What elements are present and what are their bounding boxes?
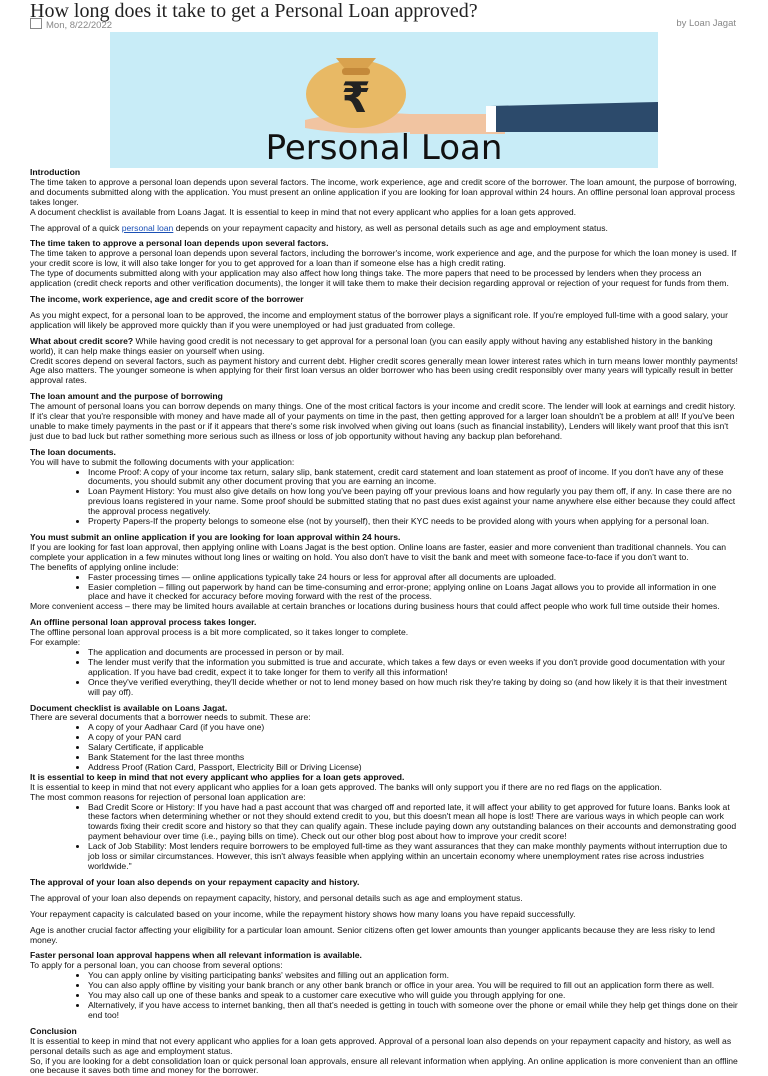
list-item: • You can also apply offline by visiting your bank branch or any other bank branch or office in your area. You will be required to fill out an application form there as well.	[88, 981, 738, 991]
section-heading: You must submit an online application if you are looking for loan approval within 24 hours.	[30, 533, 738, 543]
paragraph: For example:	[30, 638, 738, 648]
section-heading: The approval of your loan also depends on your repayment capacity and history.	[30, 878, 738, 888]
paragraph: The time taken to approve a personal loan depends upon several factors. The income, work experience, age and credit score of the borrower. The loan amount, the purpose of borrowing, and documents submitted along with the application. You must present an online application if you are looking for loan approval within 24 hours. An offline personal loan approval process takes longer.	[30, 178, 738, 208]
rejection-reasons-list	[30, 803, 738, 872]
list-item: • A copy of your PAN card	[88, 733, 738, 743]
paragraph: The most common reasons for rejection of personal loan application are:	[30, 793, 738, 803]
list-item: • You can apply online by visiting participating banks' websites and filling out an application form.	[88, 971, 738, 981]
paragraph	[30, 224, 738, 234]
list-item: • Bank Statement for the last three months	[88, 753, 738, 763]
section-heading: The loan amount and the purpose of borrowing	[30, 392, 738, 402]
rupee-money-bag-icon	[110, 32, 658, 132]
section-heading: The loan documents.	[30, 448, 738, 458]
paragraph: Age also matters. The younger someone is when applying for their first loan versus an older borrower who has been using credit responsibly over many years will typically result in better approval rates.	[30, 366, 738, 386]
section-heading: The time taken to approve a personal loan depends upon several factors.	[30, 239, 738, 249]
list-item: • Once they've verified everything, they'll decide whether or not to lend money based on how much risk they're taking by doing so (and how likely it is that their investment will pay off).	[88, 678, 738, 698]
paragraph: So, if you are looking for a debt consolidation loan or quick personal loan approvals, ensure all relevant information when applying. An online application is more convenient than an offline one because it saves both time and money for the borrower.	[30, 1057, 738, 1076]
list-item: • Address Proof (Ration Card, Passport, Electricity Bill or Driving License)	[88, 763, 738, 773]
section-heading: The income, work experience, age and credit score of the borrower	[30, 295, 738, 305]
checklist	[30, 723, 738, 773]
application-options-list	[30, 971, 738, 1021]
paragraph: The approval of your loan also depends on repayment capacity, history, and personal details such as age and employment status.	[30, 894, 738, 904]
paragraph	[30, 337, 738, 357]
svg-text:₹: ₹	[341, 73, 370, 122]
hero-image	[110, 32, 658, 168]
paragraph: It is essential to keep in mind that not every applicant who applies for a loan gets approved. Approval of a personal loan also depends on your repayment capacity and history, as well as personal details such as age and employment status.	[30, 1037, 738, 1057]
text-run: While having good credit is not necessary to get approval for a personal loan (you can easily apply without having any established history in the banking world), it can help make things easier on yourself when using.	[30, 336, 713, 356]
section-heading: Document checklist is available on Loans Jagat.	[30, 704, 738, 714]
paragraph: To apply for a personal loan, you can choose from several options:	[30, 961, 738, 971]
post-date	[30, 18, 112, 31]
paragraph: A document checklist is available from Loans Jagat. It is essential to keep in mind that not every applicant who applies for a loan gets approved.	[30, 208, 738, 218]
paragraph: If you are looking for fast loan approval, then applying online with Loans Jagat is the best option. Online loans are faster, easier and more convenient than traditional channels. You can complete your application in a few minutes without long lines or waiting on hold. You also don't have to visit the bank and meet with someone face-to-face if you don't want to.	[30, 543, 738, 563]
documents-list	[30, 468, 738, 527]
section-heading: It is essential to keep in mind that not every applicant who applies for a loan gets approved.	[30, 773, 738, 783]
list-item: • Faster processing times — online applications typically take 24 hours or less for approval after all documents are uploaded.	[88, 573, 738, 583]
article-body	[30, 168, 738, 1020]
list-item: • Alternatively, if you have access to internet banking, then all that's needed is getting in touch with someone over the phone or email while they help get things done on their end too!	[88, 1001, 738, 1021]
list-item: • Lack of Job Stability: Most lenders require borrowers to be employed full-time as they want assurances that they can make monthly payments without interruption due to job loss or similar circumstances. However, this isn't always feasible when applying within an uncertain economy where unemployment rates rise across industries worldwide."	[88, 842, 738, 872]
paragraph: The type of documents submitted along with your application may also affect how long things take. The more papers that need to be processed by lenders when they process an application (credit check reports and other verification documents), the longer it will take them to make their decision regarding approval or rejection of your request for funds from them.	[30, 269, 738, 289]
article-title: How long does it take to get a Personal Loan approved?	[30, 0, 750, 22]
benefits-list	[30, 573, 738, 603]
list-item: • A copy of your Aadhaar Card (if you have one)	[88, 723, 738, 733]
date-text: Mon, 8/22/2022	[46, 20, 112, 31]
paragraph: More convenient access – there may be limited hours available at certain branches or locations during business hours that could affect people who work full time outside their homes.	[30, 602, 738, 612]
section-heading: Introduction	[30, 168, 738, 178]
paragraph: Credit scores depend on several factors, such as payment history and current debt. Higher credit scores generally mean lower interest rates which in turn means lower monthly payments!	[30, 357, 738, 367]
paragraph: There are several documents that a borrower needs to submit. These are:	[30, 713, 738, 723]
paragraph: It is essential to keep in mind that not every applicant who applies for a loan gets approved. The banks will only support you if there are no red flags on the application.	[30, 783, 738, 793]
list-item: • The lender must verify that the information you submitted is true and accurate, which takes a few days or even weeks if you don't provide good documentation with your application. If you have bad credit, expect it to take longer for them to verify all this information!	[88, 658, 738, 678]
calendar-icon	[30, 18, 42, 29]
list-item: • Income Proof: A copy of your income tax return, salary slip, bank statement, credit card statement and loan statement as proof of income. If you don't have any of these documents, you should submit any other document proving that you are earning an income.	[88, 468, 738, 488]
list-item: • Bad Credit Score or History: If you have had a past account that was charged off and reported late, it will affect your ability to get approved for future loans. Banks look at these factors when determining whether or not they should extend credit to you, but this doesn't mean all hope is lost! There are various ways in which people can work towards fixing their credit score and history so that they can qualify again. These include paying down any outstanding balances on their accounts and demonstrating good payment behaviour over time (i.e., paying bills on time). Check out our other blog post about how to improve your credit score!	[88, 803, 738, 843]
paragraph: The offline personal loan approval process is a bit more complicated, so it takes longer to complete.	[30, 628, 738, 638]
list-item: • The application and documents are processed in person or by mail.	[88, 648, 738, 658]
section-heading: Faster personal loan approval happens when all relevant information is available.	[30, 951, 738, 961]
hero-caption: Personal Loan	[110, 128, 658, 168]
section-heading: An offline personal loan approval process takes longer.	[30, 618, 738, 628]
personal-loan-link[interactable]: personal loan	[122, 223, 174, 233]
text-run: The approval of a quick	[30, 223, 122, 233]
offline-list	[30, 648, 738, 698]
list-item: • Easier completion – filling out paperwork by hand can be time-consuming and error-prone; applying online on Loans Jagat allows you to provide all information in one place and have it checked for accuracy before moving forward with the rest of the process.	[88, 583, 738, 603]
list-item: • Salary Certificate, if applicable	[88, 743, 738, 753]
list-item: • You may also call up one of these banks and speak to a customer care executive who will guide you through applying for one.	[88, 991, 738, 1001]
paragraph: Your repayment capacity is calculated based on your income, while the repayment history shows how many loans you have repaid successfully.	[30, 910, 738, 920]
paragraph: The time taken to approve a personal loan depends upon several factors, including the borrower's income, work experience and age, and the purpose for which the loan money is used. If your credit score is low, it will also take longer for you to get approved for a loan than if someone else has a high credit rating.	[30, 249, 738, 269]
text-run: depends on your repayment capacity and history, as well as personal details such as age and employment status.	[173, 223, 608, 233]
article-meta	[30, 18, 736, 32]
post-author: by Loan Jagat	[676, 18, 736, 29]
list-item: • Property Papers-If the property belongs to someone else (not by yourself), then their KYC needs to be provided along with yours when applying for a personal loan.	[88, 517, 738, 527]
paragraph: You will have to submit the following documents with your application:	[30, 458, 738, 468]
paragraph: The amount of personal loans you can borrow depends on many things. One of the most critical factors is your income and credit score. The lender will look at earnings and credit history. If it's clear that you're responsible with money and have made all of your payments on time in the past, then getting approved for a larger loan shouldn't be a problem at all! If you've been unable to make timely payments in the past or if it appears that there's some risk involved when giving out loans (such as financial instability), Lenders will likely want proof that this isn't just due to bad luck but rather something more serious such as illness or loss of job opportunity without having any backup plan beforehand.	[30, 402, 738, 442]
paragraph: Age is another crucial factor affecting your eligibility for a particular loan amount. Senior citizens often get lower amounts than younger applicants because they are less risky to lend money.	[30, 926, 738, 946]
paragraph: As you might expect, for a personal loan to be approved, the income and employment status of the borrower plays a significant role. If you're employed full-time with a good salary, your application will likely be approved more quickly than if you were unemployed or had just graduated from college.	[30, 311, 738, 331]
list-item: • Loan Payment History: You must also give details on how long you've been paying off your previous loans and how regularly you pay them off, if any. In case there are no previous loans registered in your name. Some proof should be submitted stating that no past dues exist against your name anywhere else either because they could affect the approval process negatively.	[88, 487, 738, 517]
section-heading: Conclusion	[30, 1027, 738, 1037]
paragraph: The benefits of applying online include:	[30, 563, 738, 573]
inline-heading: What about credit score?	[30, 336, 133, 346]
